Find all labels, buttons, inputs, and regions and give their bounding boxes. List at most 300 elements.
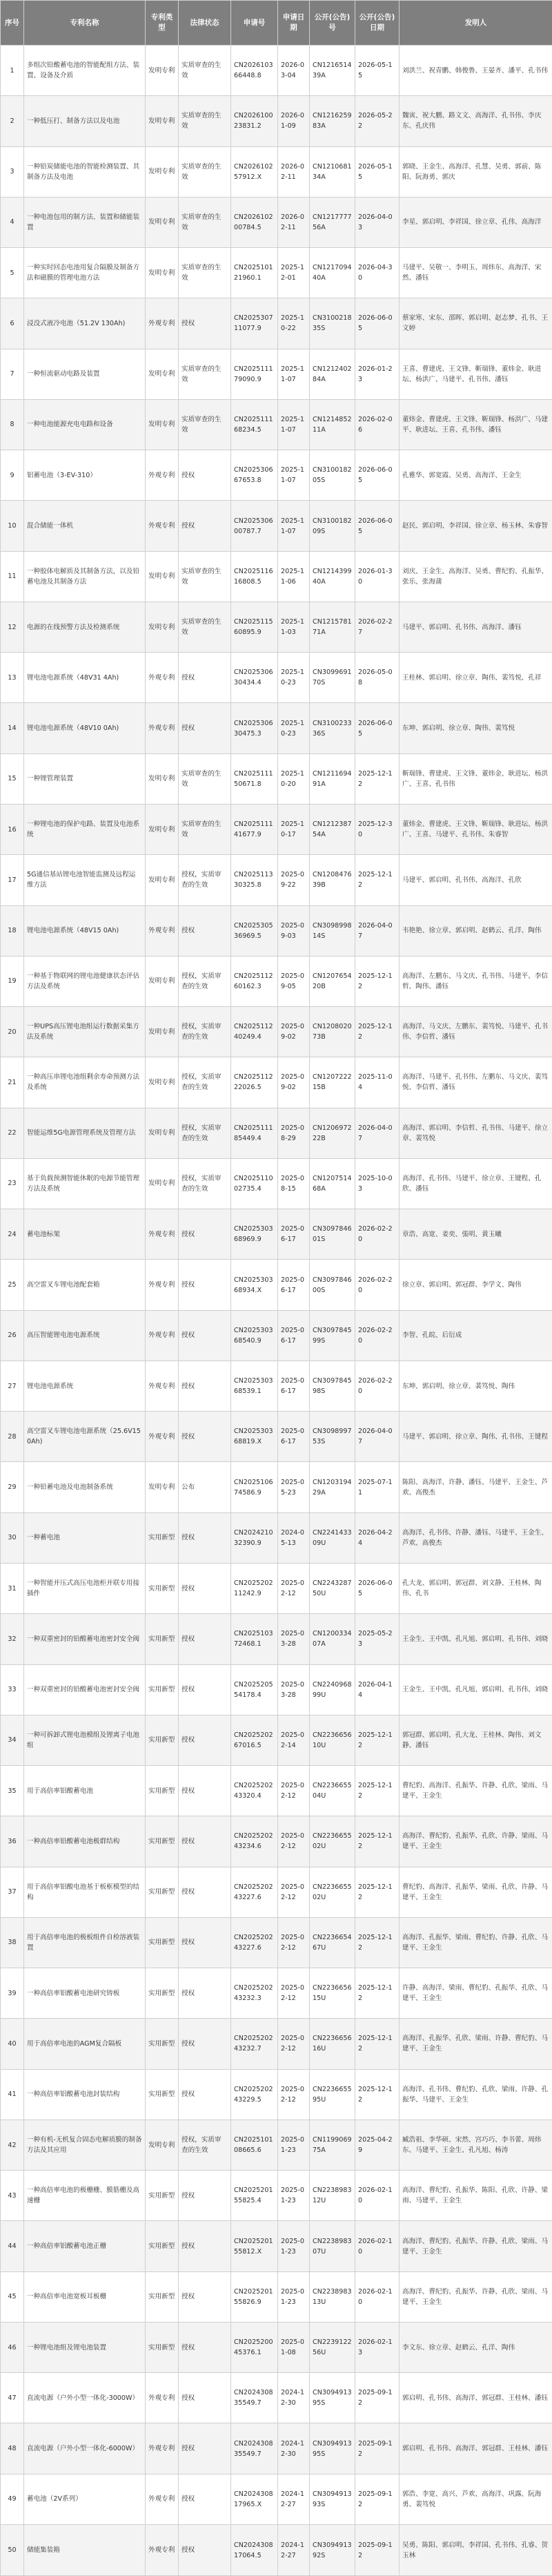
application-no-cell: CN202511560895.9 [231,602,278,652]
patent-name-cell: 一种高倍率铝酸蓄电池正栅 [24,2221,146,2271]
table-row [1,501,552,551]
legal-status-cell: 授权 [179,1917,231,1968]
patent-name-cell: 蓄电池（2V系列） [24,2474,146,2524]
application-date-cell: 2025-12-01 [278,248,310,298]
patent-name-cell: 一种高倍率铅酸蓄电池极群结构 [24,1816,146,1867]
publication-no-cell: CN223665504U [310,1766,355,1816]
table-row [1,1158,552,1209]
serial-cell: 14 [1,703,24,753]
legal-status-cell: 授权，实质审查的生效 [179,1108,231,1158]
publication-no-cell: CN120802073B [310,1007,355,1057]
legal-status-cell: 授权 [179,2525,231,2576]
publication-date-cell: 2026-02-10 [355,2171,400,2221]
legal-status-cell: 授权 [179,1412,231,1462]
inventors-cell: 高海洋、曹纪豹、孔振华、许静、孔欣、梁雨、马建平、王金生 [400,2271,552,2322]
serial-cell: 40 [1,2019,24,2069]
inventors-cell: 王喜、曹建虎、王文锋、靳瑞锋、董炜金、耿进坛、杨洪广、马建平、孔书伟、潘钰 [400,349,552,399]
table-row [1,146,552,197]
serial-cell: 30 [1,1512,24,1563]
serial-cell: 31 [1,1563,24,1613]
publication-no-cell: CN309491395S [310,2423,355,2474]
publication-date-cell: 2026-02-20 [355,1260,400,1310]
legal-status-cell: 授权 [179,1209,231,1260]
publication-date-cell: 2026-01-30 [355,551,400,602]
application-date-cell: 2025-02-12 [278,2019,310,2069]
application-date-cell: 2024-12-30 [278,2373,310,2423]
serial-cell: 21 [1,1057,24,1108]
publication-no-cell: CN309969170S [310,653,355,703]
patent-type-cell: 发明专利 [146,855,179,905]
patent-name-cell: 高空雷叉车锂电池配套箱 [24,1260,146,1310]
serial-cell: 10 [1,501,24,551]
table-row [1,1664,552,1715]
col-header-publication-date: 公开(公告)日期 [355,1,400,46]
patent-type-cell: 外观专利 [146,2373,179,2423]
table-row [1,1361,552,1411]
serial-cell: 34 [1,1715,24,1765]
application-no-cell: CN202520267016.5 [231,1715,278,1765]
serial-cell: 2 [1,96,24,146]
serial-cell: 49 [1,2474,24,2524]
publication-no-cell: CN223665610U [310,1715,355,1765]
inventors-cell: 高海洋、孔振华、梁雨、曹纪豹、许静、孔欣、马建平、王金生 [400,1917,552,1968]
patent-name-cell: 一种电池包用的制方法、装置和储能装置 [24,197,146,247]
table-row [1,450,552,501]
table-row [1,2373,552,2423]
patent-name-cell: 用于高倍率电池的极板组件自检溶液装置 [24,1917,146,1968]
publication-date-cell: 2025-05-23 [355,1614,400,1664]
serial-cell: 17 [1,855,24,905]
application-no-cell: CN202520243234.6 [231,1816,278,1867]
serial-cell: 16 [1,804,24,854]
col-header-serial: 序号 [1,1,24,46]
patent-name-cell: 多组次铅酸蓄电池的智能配组方法、装置、设备及介质 [24,46,146,96]
legal-status-cell: 授权 [179,501,231,551]
legal-status-cell: 授权，实质审查的生效 [179,1057,231,1108]
publication-no-cell: CN120697222B [310,1108,355,1158]
application-no-cell: CN202520155826.9 [231,2271,278,2322]
inventors-cell: 李智、孔皖、后衍成 [400,1310,552,1361]
application-date-cell: 2025-01-23 [278,2221,310,2271]
inventors-cell: 高海洋、孔振华、孔欣、梁雨、许静、曹纪豹、马建平、王金生 [400,2019,552,2069]
serial-cell: 7 [1,349,24,399]
table-row [1,1917,552,1968]
patent-type-cell: 实用新型 [146,2221,179,2271]
publication-date-cell: 2026-02-10 [355,2271,400,2322]
patent-name-cell: 一种高压串锂电池组剩余寿命预测方法及系统 [24,1057,146,1108]
serial-cell: 29 [1,1462,24,1512]
legal-status-cell: 实质审查的生效 [179,753,231,804]
application-date-cell: 2025-09-03 [278,905,310,956]
patent-name-cell: 一种高倍率铝酸蓄电池封装结构 [24,2069,146,2120]
patent-name-cell: 一种双重密封的铅酸蓄电池密封安全阀 [24,1614,146,1664]
application-no-cell: CN202510108665.6 [231,2120,278,2170]
legal-status-cell: 授权 [179,2171,231,2221]
application-date-cell: 2025-02-12 [278,1816,310,1867]
publication-no-cell: CN309784599S [310,1310,355,1361]
publication-no-cell: CN121777756A [310,197,355,247]
application-date-cell: 2025-10-20 [278,753,310,804]
table-row [1,1867,552,1917]
patent-name-cell: 一种可拆卸式锂电池模组及锂离子电池组 [24,1715,146,1765]
application-no-cell: CN202510674586.9 [231,1462,278,1512]
table-row [1,2069,552,2120]
table-row [1,1057,552,1108]
serial-cell: 42 [1,2120,24,2170]
application-no-cell: CN202530667653.8 [231,450,278,501]
publication-date-cell: 2026-01-23 [355,349,400,399]
legal-status-cell: 授权 [179,1715,231,1765]
serial-cell: 4 [1,197,24,247]
application-date-cell: 2024-12-27 [278,2525,310,2576]
patent-type-cell: 发明专利 [146,349,179,399]
patent-type-cell: 外观专利 [146,1412,179,1462]
publication-date-cell: 2026-04-03 [355,197,400,247]
patent-type-cell: 发明专利 [146,1108,179,1158]
serial-cell: 50 [1,2525,24,2576]
legal-status-cell: 实质审查的生效 [179,551,231,602]
application-no-cell: CN202520155812.X [231,2221,278,2271]
legal-status-cell: 授权 [179,1563,231,1613]
inventors-cell: 高海洋、曹纪豹、孔振华、陈阳、孔欣、许静、梁雨、马建平、王金生 [400,2171,552,2221]
inventors-cell: 蔡家寒、宋东、邵晖、郭启明、赵志梦、孔书、王文婷 [400,298,552,349]
publication-no-cell: CN120847639B [310,855,355,905]
application-no-cell: CN202520211242.9 [231,1563,278,1613]
patent-name-cell: 浸没式液冷电池（51.2V 130Ah) [24,298,146,349]
application-date-cell: 2025-03-28 [278,1614,310,1664]
serial-cell: 37 [1,1867,24,1917]
inventors-cell: 曹纪豹、高海洋、孔振华、梁雨、孔欣、许静、马建平、王金生 [400,1867,552,1917]
application-no-cell: CN202511330325.8 [231,855,278,905]
inventors-cell: 王桂林、郭启明、徐立章、陶伟、裴笃悦、孔祥 [400,653,552,703]
patent-type-cell: 外观专利 [146,298,179,349]
patent-name-cell: 一种锂管理装置 [24,753,146,804]
legal-status-cell: 授权 [179,703,231,753]
table-row [1,2423,552,2474]
application-no-cell: CN202511616808.5 [231,551,278,602]
patent-name-cell: 混合储能一体机 [24,501,146,551]
patent-type-cell: 外观专利 [146,1209,179,1260]
inventors-cell: 李星、郭启明、李祥国、徐立章、孔伟、高海洋 [400,197,552,247]
patent-name-cell: 用于高倍率铝酸蓄电池 [24,1766,146,1816]
table-row [1,2525,552,2576]
patent-type-cell: 发明专利 [146,602,179,652]
publication-date-cell: 2026-02-20 [355,1209,400,1260]
serial-cell: 48 [1,2423,24,2474]
serial-cell: 12 [1,602,24,652]
publication-date-cell: 2026-04-30 [355,248,400,298]
legal-status-cell: 授权 [179,1260,231,1310]
publication-date-cell: 2025-12-12 [355,1917,400,1968]
application-date-cell: 2025-09-02 [278,1007,310,1057]
publication-date-cell: 2026-02-13 [355,2322,400,2372]
publication-no-cell: CN223898312U [310,2171,355,2221]
serial-cell: 36 [1,1816,24,1867]
application-date-cell: 2025-06-17 [278,1412,310,1462]
patent-type-cell: 外观专利 [146,450,179,501]
inventors-cell: 高海洋、孔书伟、许静、潘钰、马建平、王金生、芦欢、高俊杰 [400,1512,552,1563]
publication-no-cell: CN120765420B [310,956,355,1006]
patent-type-cell: 发明专利 [146,2120,179,2170]
table-row [1,2171,552,2221]
application-date-cell: 2025-01-23 [278,2171,310,2221]
patent-name-cell: 锂电池电源系统（48V31 4Ah) [24,653,146,703]
application-no-cell: CN202530630475.3 [231,703,278,753]
publication-date-cell: 2025-07-11 [355,1462,400,1512]
application-no-cell: CN202520243320.4 [231,1766,278,1816]
publication-no-cell: CN121439940A [310,551,355,602]
publication-date-cell: 2026-02-20 [355,1361,400,1411]
publication-date-cell: 2025-11-04 [355,1057,400,1108]
application-date-cell: 2025-05-23 [278,1462,310,1512]
patent-type-cell: 实用新型 [146,1563,179,1613]
table-row [1,2322,552,2372]
application-no-cell: CN202510121960.1 [231,248,278,298]
publication-no-cell: CN121485211A [310,399,355,450]
publication-date-cell: 2025-12-30 [355,804,400,854]
publication-no-cell: CN309899753S [310,1412,355,1462]
inventors-cell: 孔雅华、郭宽霞、吴勇、高海洋、王金生 [400,450,552,501]
inventors-cell: 孔大龙、郭启明、郭冠群、刘文静、王桂林、陶伟、孔书 [400,1563,552,1613]
col-header-legal-status: 法律状态 [179,1,231,46]
patent-type-cell: 实用新型 [146,2171,179,2221]
application-no-cell: CN202520155825.4 [231,2171,278,2221]
patent-type-cell: 发明专利 [146,1158,179,1209]
patent-type-cell: 外观专利 [146,703,179,753]
application-date-cell: 2025-09-05 [278,956,310,1006]
application-date-cell: 2024-05-13 [278,1512,310,1563]
patent-type-cell: 实用新型 [146,1816,179,1867]
inventors-cell: 马建平、吴敬一、李明玉、周炜东、高海洋、宋然、潘钰 [400,248,552,298]
patent-type-cell: 发明专利 [146,399,179,450]
application-no-cell: CN202520243232.3 [231,1968,278,2019]
legal-status-cell: 实质审查的生效 [179,399,231,450]
publication-no-cell: CN223912256U [310,2322,355,2372]
legal-status-cell: 授权 [179,298,231,349]
inventors-cell: 马建平、郭启明、孔书伟、高海洋、潘钰 [400,602,552,652]
serial-cell: 8 [1,399,24,450]
serial-cell: 23 [1,1158,24,1209]
patent-type-cell: 发明专利 [146,956,179,1006]
serial-cell: 44 [1,2221,24,2271]
inventors-cell: 韦艳艳、徐立章、郭启明、赵鹤云、孔洋、陶伟 [400,905,552,956]
legal-status-cell: 实质审查的生效 [179,349,231,399]
publication-date-cell: 2025-04-29 [355,2120,400,2170]
patent-type-cell: 外观专利 [146,2474,179,2524]
inventors-cell: 赵民、郭启明、李祥国、徐立章、杨玉林、朱睿智 [400,501,552,551]
table-row [1,1260,552,1310]
application-date-cell: 2026-03-04 [278,46,310,96]
publication-no-cell: CN120033407A [310,1614,355,1664]
legal-status-cell: 授权，实质审查的生效 [179,1158,231,1209]
patent-name-cell: 基于负载预测智能休眠的电源节能管理方法及系统 [24,1158,146,1209]
col-header-patent-type: 专利类型 [146,1,179,46]
patent-name-cell: 一种实时回态电池用复合隔膜及制备方法和磁膜的管理电池方法 [24,248,146,298]
publication-no-cell: CN121240284A [310,349,355,399]
serial-cell: 13 [1,653,24,703]
application-date-cell: 2025-02-12 [278,1867,310,1917]
patent-type-cell: 发明专利 [146,551,179,602]
application-no-cell: CN202530368969.9 [231,1209,278,1260]
publication-no-cell: CN121651439A [310,46,355,96]
application-date-cell: 2026-02-11 [278,146,310,197]
inventors-cell: 高海洋、左鹏东、马文庆、孔书伟、马建平、李信哲、陶伟、潘钰 [400,956,552,1006]
inventors-cell: 高海洋、马建平、孔书伟、左鹏东、马文庆、裴笃悦、李信哲、潘钰 [400,1057,552,1108]
patent-name-cell: 储能集装箱 [24,2525,146,2576]
patent-type-cell: 实用新型 [146,1968,179,2019]
publication-date-cell: 2026-06-05 [355,703,400,753]
publication-no-cell: CN309491395S [310,2373,355,2423]
patent-name-cell: 智能运维5G电源管理系统及管理方法 [24,1108,146,1158]
table-row [1,1108,552,1158]
patent-name-cell: 一种高倍率铝酸蓄电池研究铸板 [24,1968,146,2019]
publication-no-cell: CN224143309U [310,1512,355,1563]
application-no-cell: CN202430835549.7 [231,2373,278,2423]
inventors-cell: 王金生、王中凯、孔凡旭、郭启明、孔书伟、刘晓 [400,1664,552,1715]
application-no-cell: CN202511002735.4 [231,1158,278,1209]
application-date-cell: 2025-01-23 [278,2271,310,2322]
patent-type-cell: 实用新型 [146,1766,179,1816]
publication-date-cell: 2026-02-27 [355,602,400,652]
inventors-cell: 董炜金、曹建虎、王文锋、靳瑞锋、耿进坛、杨洪广、王喜、马建平、孔书伟、朱睿智 [400,804,552,854]
legal-status-cell: 实质审查的生效 [179,602,231,652]
legal-status-cell: 授权 [179,2019,231,2069]
table-row [1,298,552,349]
table-row [1,1412,552,1462]
patent-type-cell: 外观专利 [146,653,179,703]
table-row [1,1614,552,1664]
inventors-cell: 章浩、高宽、姜奕、張明、黄玉曦 [400,1209,552,1260]
serial-cell: 47 [1,2373,24,2423]
patent-name-cell: 一种胶体电解质及其制备方法，以及铅蓄电池及其制备方法 [24,551,146,602]
publication-no-cell: CN309784598S [310,1361,355,1411]
publication-date-cell: 2026-06-05 [355,450,400,501]
application-no-cell: CN202530630434.4 [231,653,278,703]
table-row [1,804,552,854]
patent-name-cell: 一种锂电池组及锂电池装置 [24,2322,146,2372]
application-no-cell: CN202530368539.1 [231,1361,278,1411]
application-date-cell: 2025-11-07 [278,349,310,399]
serial-cell: 35 [1,1766,24,1816]
table-row [1,1007,552,1057]
patent-type-cell: 实用新型 [146,1614,179,1664]
application-date-cell: 2025-11-07 [278,450,310,501]
publication-no-cell: CN223898307U [310,2221,355,2271]
legal-status-cell: 授权 [179,1968,231,2019]
application-no-cell: CN202530368819.X [231,1412,278,1462]
publication-date-cell: 2025-10-03 [355,1158,400,1209]
publication-date-cell: 2026-02-20 [355,1310,400,1361]
publication-no-cell: CN223665615U [310,1968,355,2019]
serial-cell: 41 [1,2069,24,2120]
patent-type-cell: 外观专利 [146,1310,179,1361]
patent-name-cell: 直流电源（户外小型一体化-3000W） [24,2373,146,2423]
table-row [1,1766,552,1816]
publication-date-cell: 2026-02-10 [355,2221,400,2271]
application-no-cell: CN202530368540.9 [231,1310,278,1361]
publication-no-cell: CN223665502U [310,1816,355,1867]
publication-no-cell: CN309491392S [310,2525,355,2576]
publication-no-cell: CN310023336S [310,703,355,753]
application-date-cell: 2024-12-30 [278,2423,310,2474]
publication-no-cell: CN223665616U [310,2019,355,2069]
legal-status-cell: 授权，实质审查的生效 [179,956,231,1006]
patent-name-cell: 一种高倍率电池的极栅栅、膜筋栅及高速栅 [24,2171,146,2221]
inventors-cell: 刘洪兰、祝青鹏、韩俊鲁、王晏齐、潘平、孔书伟 [400,46,552,96]
legal-status-cell: 授权 [179,1867,231,1917]
patent-type-cell: 发明专利 [146,197,179,247]
publication-date-cell: 2026-04-14 [355,1664,400,1715]
serial-cell: 20 [1,1007,24,1057]
publication-no-cell: CN121625983A [310,96,355,146]
publication-no-cell: CN223665467U [310,1917,355,1968]
serial-cell: 5 [1,248,24,298]
application-date-cell: 2025-06-17 [278,1260,310,1310]
application-no-cell: CN202421032390.9 [231,1512,278,1563]
patent-name-cell: 用于高倍率铝酸电池基于板框模型的结构 [24,1867,146,1917]
application-no-cell: CN202530536969.5 [231,905,278,956]
inventors-cell: 高海洋、郭启明、李信哲、孔书伟、马建平、徐立章、裴笃悦 [400,1108,552,1158]
application-date-cell: 2026-02-11 [278,197,310,247]
publication-date-cell: 2026-06-05 [355,1563,400,1613]
application-date-cell: 2025-02-12 [278,1766,310,1816]
application-no-cell: CN202520243227.6 [231,1867,278,1917]
inventors-cell: 王金生、王中凯、孔凡旭、郭启明、孔书伟、刘晓 [400,1614,552,1664]
patent-type-cell: 发明专利 [146,96,179,146]
patent-name-cell: 一种智能并压式高压电池柜并联专用接插件 [24,1563,146,1613]
publication-date-cell: 2026-05-15 [355,146,400,197]
table-row [1,2474,552,2524]
legal-status-cell: 授权 [179,1614,231,1664]
table-row [1,2221,552,2271]
publication-no-cell: CN223665595U [310,2069,355,2120]
table-row [1,855,552,905]
application-no-cell: CN202520045376.1 [231,2322,278,2372]
application-date-cell: 2025-02-12 [278,2069,310,2120]
patent-type-cell: 发明专利 [146,248,179,298]
patent-type-cell: 发明专利 [146,753,179,804]
legal-status-cell: 授权 [179,905,231,956]
publication-no-cell: CN309491393S [310,2474,355,2524]
application-no-cell: CN202511260162.3 [231,956,278,1006]
patent-name-cell: 一种基于物联网的锂电池健康状态评估方法及系统 [24,956,146,1006]
table-row [1,1715,552,1765]
patent-type-cell: 外观专利 [146,905,179,956]
application-no-cell: CN202520243232.7 [231,2019,278,2069]
application-no-cell: CN202511168234.5 [231,399,278,450]
legal-status-cell: 公布 [179,1462,231,1512]
legal-status-cell: 授权 [179,450,231,501]
table-row [1,956,552,1006]
patent-type-cell: 实用新型 [146,1512,179,1563]
publication-date-cell: 2025-12-12 [355,855,400,905]
application-date-cell: 2025-09-02 [278,1057,310,1108]
publication-date-cell: 2025-12-12 [355,1968,400,2019]
patent-type-cell: 实用新型 [146,2322,179,2372]
patent-type-cell: 实用新型 [146,2019,179,2069]
inventors-cell: 郭启明、孔书伟、高海洋、郭冠群、王桂林、潘钰 [400,2423,552,2474]
patent-type-cell: 外观专利 [146,1361,179,1411]
application-no-cell: CN202520243229.5 [231,2069,278,2120]
publication-no-cell: CN310018205S [310,450,355,501]
serial-cell: 25 [1,1260,24,1310]
publication-date-cell: 2025-12-12 [355,1007,400,1057]
serial-cell: 38 [1,1917,24,1968]
patent-name-cell: 一种低压打、制备方法以及电池 [24,96,146,146]
application-no-cell: CN202530600787.7 [231,501,278,551]
legal-status-cell: 授权 [179,1512,231,1563]
table-row [1,703,552,753]
